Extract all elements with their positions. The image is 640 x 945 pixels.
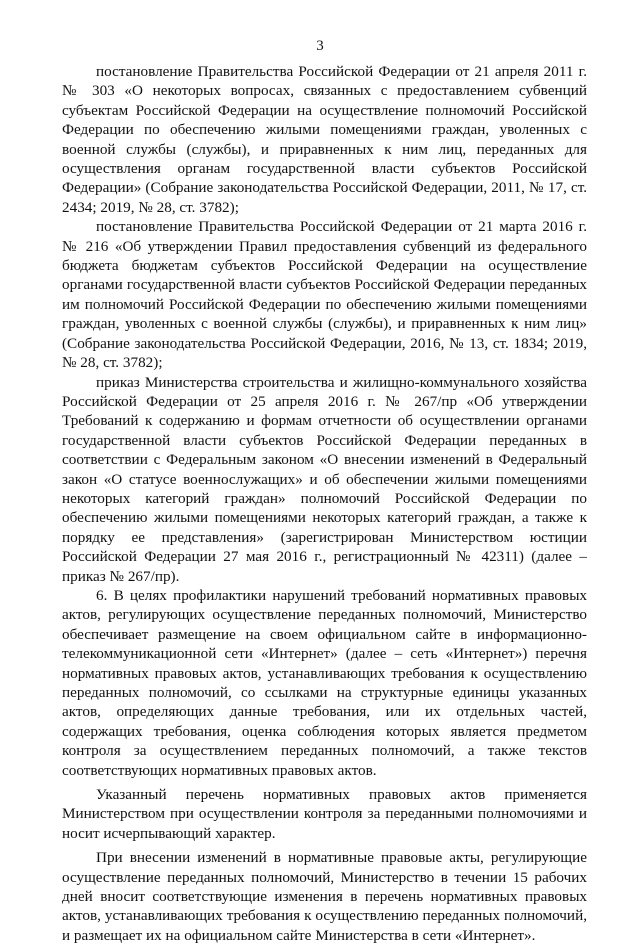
paragraph-clause-6: 6. В целях профилактики нарушений требований нормативных правовых актов, регулирующих осуществление переданных полномочий, Министерство обеспечивает размещение на своем официальном сайте в информационно-телекоммуникационной сети «Интернет» (далее – сеть «Интернет») перечня нормативных правовых актов, устанавливающих требования к осуществлению переданных полномочий, со ссылками на структурные единицы указанных актов, определяющих данные требования, или их отдельных частей, содержащих требования, оценка соблюдения которых является предметом контроля за осуществлением переданных полномочий, а также текстов соответствующих нормативных правовых актов. <box>62 586 587 779</box>
paragraph-resolution-303: постановление Правительства Российской Федерации от 21 апреля 2011 г. № 303 «О некоторых вопросах, связанных с предоставлением субвенций субъектам Российской Федерации на осуществление полномочий Российской Федерации по обеспечению жилыми помещениями граждан, уволенных с военной службы (службы), и приравненных к ним лиц, переданных для осуществления органам государственной власти субъектов Российской Федерации» (Собрание законодательства Российской Федерации, 2011, № 17, ст. 2434; 2019, № 28, ст. 3782); <box>62 63 587 216</box>
page-number: 3 <box>316 38 324 54</box>
paragraph-resolution-216: постановление Правительства Российской Федерации от 21 марта 2016 г. № 216 «Об утверждении Правил предоставления субвенций из федерального бюджета бюджетам субъектов Российской Федерации на осуществление органами государственной власти субъектов Российской Федерации переданных им полномочий Российской Федерации по обеспечению жилыми помещениями граждан, уволенных с военной службы (службы), и приравненных к ним лиц» (Собрание законодательства Российской Федерации, 2016, № 13, ст. 1834; 2019, № 28, ст. 3782); <box>62 218 587 372</box>
document-body <box>62 62 587 945</box>
paragraph-list-usage: Указанный перечень нормативных правовых актов применяется Министерством при осуществлении контроля за переданными полномочиями и носит исчерпывающий характер. <box>62 786 587 842</box>
paragraph-order-267: приказ Министерства строительства и жилищно-коммунального хозяйства Российской Федерации от 25 апреля 2016 г. № 267/пр «Об утверждении Требований к содержанию и формам отчетности об осуществлении органами государственной власти субъектов Российской Федерации переданных в соответствии с Федеральным законом «О внесении изменений в Федеральный закон «О статусе военнослужащих» и об обеспечении жилыми помещениями некоторых категорий граждан» полномочий Российской Федерации по обеспечению жилыми помещениями некоторых категорий граждан, а также к порядку ее представления» (зарегистрирован Министерством юстиции Российской Федерации 27 мая 2016 г., регистрационный № 42311) (далее – приказ № 267/пр). <box>62 373 587 585</box>
paragraph-amendments: При внесении изменений в нормативные правовые акты, регулирующие осуществление переданных полномочий, Министерство в течении 15 рабочих дней вносит соответствующие изменения в перечень нормативных правовых актов, устанавливающих требования к осуществлению переданных полномочий, и размещает их на официальном сайте Министерства в сети «Интернет». <box>62 849 587 944</box>
